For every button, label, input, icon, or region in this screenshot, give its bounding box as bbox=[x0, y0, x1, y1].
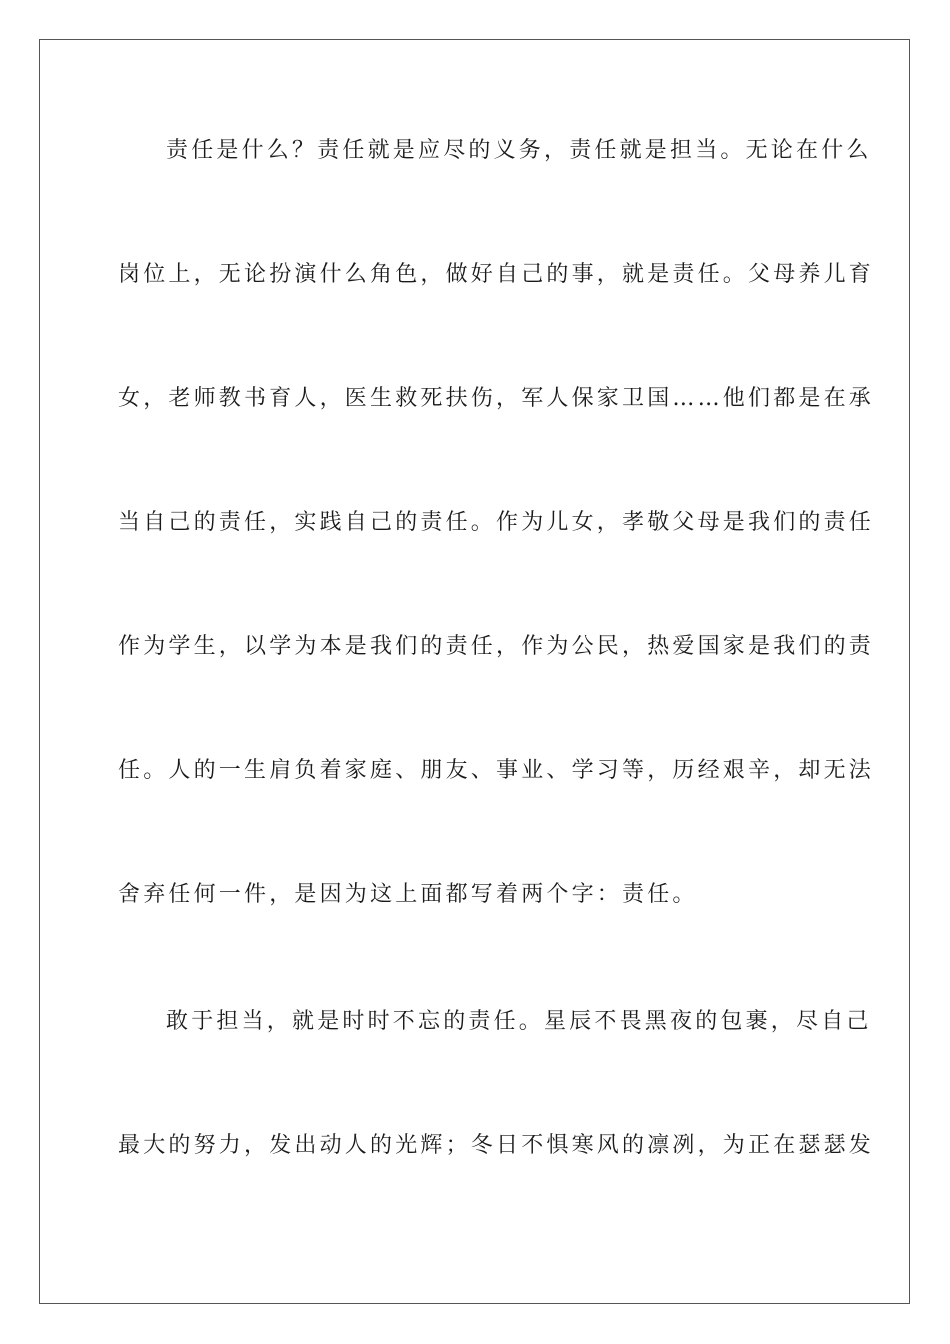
paragraph-1-line-4: 当自己的责任，实践自己的责任。作为儿女，孝敬父母是我们的责任 bbox=[118, 510, 875, 535]
paragraph-1-line-2: 岗位上，无论扮演什么角色，做好自己的事，就是责任。父母养儿育 bbox=[118, 262, 875, 287]
paragraph-1-line-7: 舍弃任何一件，是因为这上面都写着两个字：责任。 bbox=[118, 882, 698, 907]
paragraph-1-line-1: 责任是什么？责任就是应尽的义务，责任就是担当。无论在什么 bbox=[166, 138, 872, 163]
page-border bbox=[39, 39, 910, 1304]
paragraph-1-line-5: 作为学生，以学为本是我们的责任，作为公民，热爱国家是我们的责 bbox=[118, 634, 875, 659]
paragraph-2-line-2: 最大的努力，发出动人的光辉；冬日不惧寒风的凛冽，为正在瑟瑟发 bbox=[118, 1133, 875, 1158]
paragraph-1-line-6: 任。人的一生肩负着家庭、朋友、事业、学习等，历经艰辛，却无法 bbox=[118, 758, 875, 783]
paragraph-2-line-1: 敢于担当，就是时时不忘的责任。星辰不畏黑夜的包裹，尽自己 bbox=[166, 1009, 872, 1034]
paragraph-1-line-3: 女，老师教书育人，医生救死扶伤，军人保家卫国……他们都是在承 bbox=[118, 386, 875, 411]
